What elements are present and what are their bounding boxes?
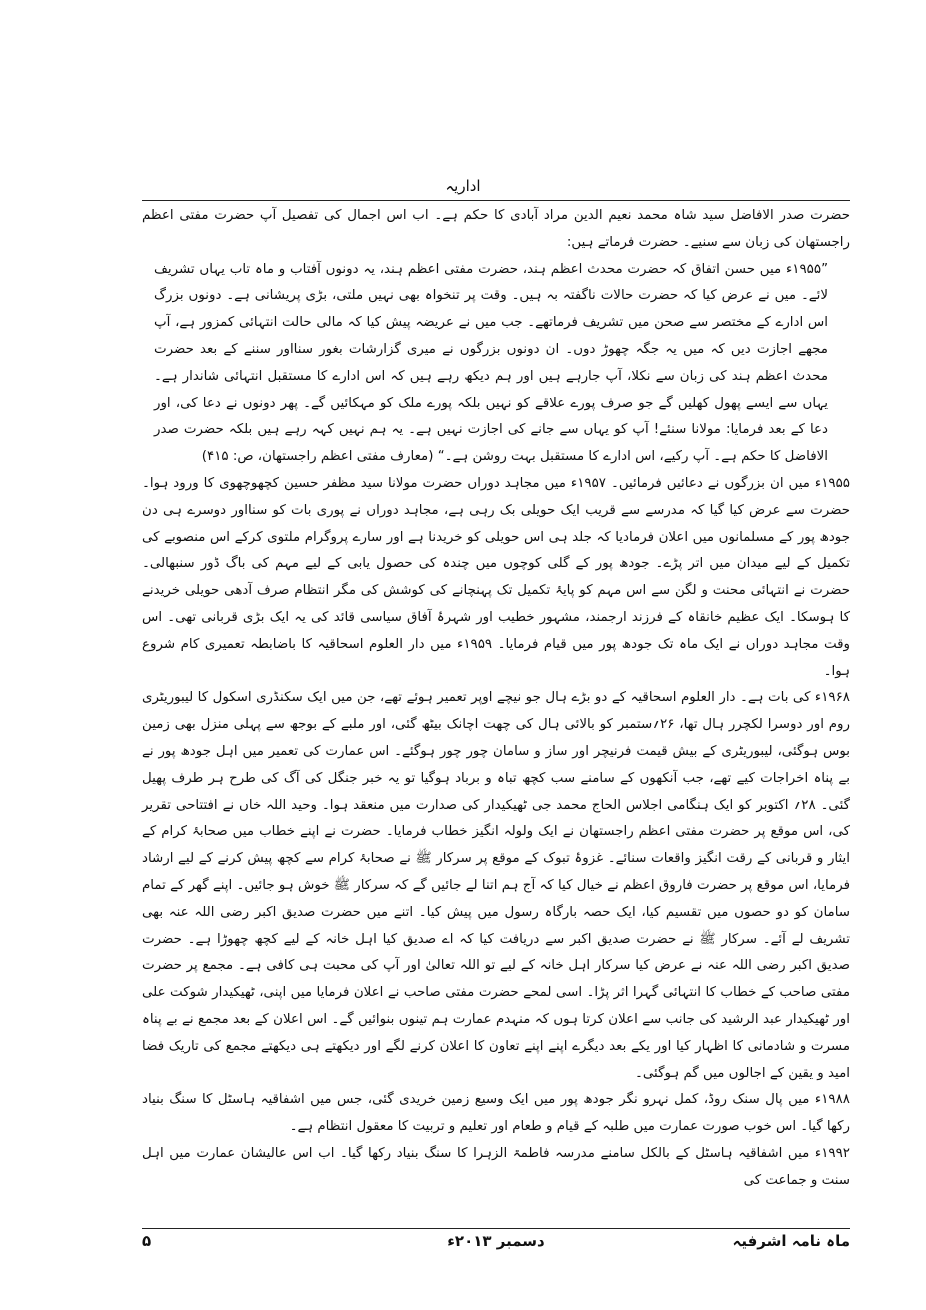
magazine-name: ماہ نامہ اشرفیہ (732, 1232, 850, 1250)
page-footer (142, 1232, 850, 1258)
paragraph-1968: ۱۹۶۸ء کی بات ہے۔ دار العلوم اسحاقیہ کے دو بڑے ہال جو نیچے اوپر تعمیر ہوئے تھے، جن میں ایک سکنڈری اسکول کا لیبوریٹری روم اور دوسرا لکچرر ہال تھا، ۲۶؍ستمبر کو بالائی ہال کی چھت اچانک بیٹھ گئی، اور ملبے کے بوجھ سے پہلی منزل بھی زمین بوس ہوگئی، لیبوریٹری کے بیش قیمت فرنیچر اور ساز و سامان چور چور ہوگئے۔ اس عمارت کی تعمیر میں اہل جودھ پور نے بے پناہ اخراجات کیے تھے، جب آنکھوں کے سامنے سب کچھ تباہ و برباد ہوگیا تو یہ خبر جنگل کی آگ کی طرح ہر طرف پھیل گئی۔ ۲۸؍ اکتوبر کو ایک ہنگامی اجلاس الحاج محمد جی ٹھیکیدار کی صدارت میں منعقد ہوا۔ وحید اللہ خاں نے افتتاحی تقریر کی، اس موقع پر حضرت مفتی اعظم راجستھان نے ایک ولولہ انگیز خطاب فرمایا۔ حضرت نے اپنے خطاب میں صحابۂ کرام کے ایثار و قربانی کے رقت انگیز واقعات سنائے۔ غزوۂ تبوک کے موقع پر سرکار ﷺ نے صحابۂ کرام سے کچھ پیش کرنے کے لیے ارشاد فرمایا، اس موقع پر حضرت فاروق اعظم نے خیال کیا کہ آج ہم اتنا لے جائیں گے کہ سرکار ﷺ خوش ہو جائیں۔ اپنے گھر کے تمام سامان کو دو حصوں میں تقسیم کیا، ایک حصہ بارگاہ رسول میں پیش کیا۔ اتنے میں حضرت صدیق اکبر رضی اللہ عنہ بھی تشریف لے آئے۔ سرکار ﷺ نے حضرت صدیق اکبر سے دریافت کیا کہ اے صدیق کیا اہل خانہ کے لیے کچھ چھوڑا ہے۔ حضرت صدیق اکبر رضی اللہ عنہ نے عرض کیا سرکار اہل خانہ کے لیے تو اللہ تعالیٰ اور آپ کی محبت ہی کافی ہے۔ مجمع پر حضرت مفتی صاحب کے خطاب کا انتہائی گہرا اثر پڑا۔ اسی لمحے حضرت مفتی صاحب نے اعلان فرمایا میں اپنی، ٹھیکیدار شوکت علی اور ٹھیکیدار عبد الرشید کی جانب سے اعلان کرتا ہوں کہ منہدم عمارت ہم تینوں بنوائیں گے۔ اس اعلان کے بعد مجمع نے بے پناہ مسرت و شادمانی کا اظہار کیا اور یکے بعد دیگرے اپنے اپنے تعاون کا اعلان کرنے لگے اور دیکھتے ہی دیکھتے مجمع کی تاریک فضا امید و یقین کے اجالوں میں گم ہوگئی۔ (142, 690, 850, 1081)
footer-divider (142, 1228, 850, 1229)
page-number: ۵ (142, 1232, 152, 1250)
paragraph-intro: حضرت صدر الافاضل سید شاہ محمد نعیم الدین مراد آبادی کا حکم ہے۔ اب اس اجمال کی تفصیل آپ حضرت مفتی اعظم راجستھان کی زبان سے سنیے۔ حضرت فرماتے ہیں: (142, 208, 850, 250)
paragraph-1955: ۱۹۵۵ء میں ان بزرگوں نے دعائیں فرمائیں۔ ۱۹۵۷ء میں مجاہد دوراں حضرت مولانا سید مظفر حسین کچھوچھوی کا ورود ہوا۔ حضرت سے عرض کیا گیا کہ مدرسے سے قریب ایک حویلی بک رہی ہے، مجاہد دوراں نے پوری بات کو سنااور دوسرے ہی دن جودھ پور کے مسلمانوں میں اعلان فرمادیا کہ جلد ہی اس حویلی کو خریدنا ہے اور سارے پروگرام ملتوی کرکے اس منصوبے کی تکمیل کے لیے میدان میں اتر پڑے۔ جودھ پور کے گلی کوچوں میں چندہ کی حصول یابی کے لیے مہم کی باگ ڈور سنبھالی۔ حضرت نے انتہائی محنت و لگن سے اس مہم کو پایۂ تکمیل تک پہنچانے کی کوشش کی مگر انتظام صرف آدھی حویلی خریدنے کا ہوسکا۔ ایک عظیم خانقاہ کے فرزند ارجمند، مشہور خطیب اور شہرۂ آفاق سیاسی قائد کی یہ ایک بڑی قربانی تھی۔ اس وقت مجاہد دوراں نے ایک ماہ تک جودھ پور میں قیام فرمایا۔ ۱۹۵۹ء میں دار العلوم اسحاقیہ کا باضابطہ تعمیری کام شروع ہوا۔ (142, 475, 850, 679)
header-divider (142, 200, 850, 201)
issue-date: دسمبر ۲۰۱۳ء (447, 1232, 545, 1250)
section-title: اداریہ (445, 177, 481, 195)
paragraph-1992: ۱۹۹۲ء میں اشفاقیہ ہاسٹل کے بالکل سامنے مدرسہ فاطمۃ الزہرا کا سنگ بنیاد رکھا گیا۔ اب اس عالیشان عمارت میں اہل سنت و جماعت کی (142, 1145, 850, 1188)
paragraph-1988: ۱۹۸۸ء میں پال سنک روڈ، کمل نہرو نگر جودھ پور میں ایک وسیع زمین خریدی گئی، جس میں اشفاقیہ ہاسٹل کا سنگ بنیاد رکھا گیا۔ اس خوب صورت عمارت میں طلبہ کے قیام و طعام اور تعلیم و تربیت کا معقول انتظام ہے۔ (142, 1092, 850, 1135)
paragraph-quote: ”۱۹۵۵ء میں حسن اتفاق کہ حضرت محدث اعظم ہند، حضرت مفتی اعظم ہند، یہ دونوں آفتاب و ماہ تاب یہاں تشریف لائے۔ میں نے عرض کیا کہ حضرت حالات ناگفتہ بہ ہیں۔ وقت پر تنخواہ بھی نہیں ملتی، بڑی پریشانی ہے۔ دونوں بزرگ اس ادارے کے مختصر سے صحن میں تشریف فرماتھے۔ جب میں نے عریضہ پیش کیا کہ مالی حالت انتہائی کمزور ہے، آپ مجھے اجازت دیں کہ میں یہ جگہ چھوڑ دوں۔ ان دونوں بزرگوں نے میری گزارشات بغور سنااور سننے کے بعد حضرت محدث اعظم ہند کی زبان سے نکلا، آپ جارہے ہیں اور ہم دیکھ رہے ہیں کہ اس ادارے کا مستقبل انتہائی شاندار ہے۔ یہاں سے ایسے پھول کھلیں گے جو صرف پورے علاقے کو نہیں بلکہ پورے ملک کو مہکائیں گے۔ پھر دونوں نے دعا کی، اور دعا کے بعد فرمایا: مولانا سنئے! آپ کو یہاں سے جانے کی اجازت نہیں ہے۔ یہ ہم نہیں کہہ رہے ہیں بلکہ حضرت صدر الافاضل کا حکم ہے۔ آپ رکیے، اس ادارے کا مستقبل بہت روشن ہے۔“ (معارف مفتی اعظم راجستھان، ص: ۴۱۵) (154, 261, 828, 465)
article-body (142, 203, 850, 1194)
